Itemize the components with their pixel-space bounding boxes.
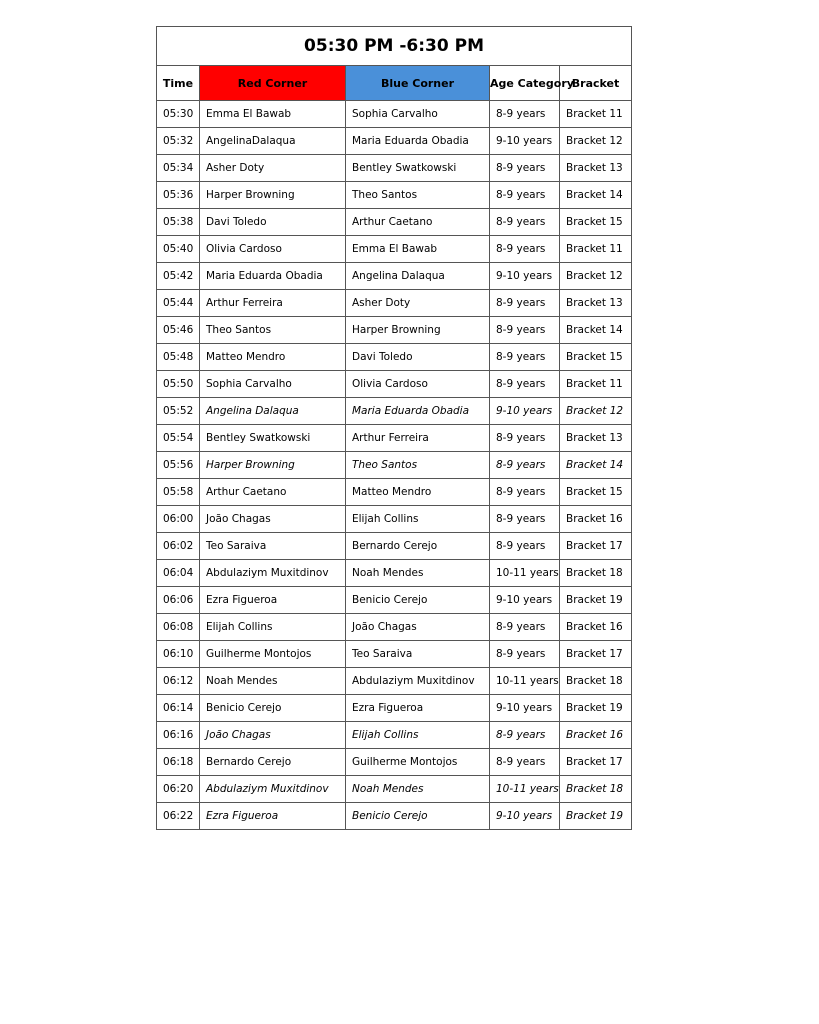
row-bracket: Bracket 18 [560, 668, 632, 695]
table-row [157, 101, 632, 128]
header-age-category: Age Category [490, 66, 560, 101]
row-blue-corner: Maria Eduarda Obadia [346, 398, 490, 425]
row-time: 05:46 [157, 317, 200, 344]
row-bracket: Bracket 11 [560, 371, 632, 398]
table-row [157, 560, 632, 587]
table-row [157, 317, 632, 344]
row-red-corner: Bernardo Cerejo [200, 749, 346, 776]
row-blue-corner: Bentley Swatkowski [346, 155, 490, 182]
table-row [157, 236, 632, 263]
row-time: 05:54 [157, 425, 200, 452]
row-bracket: Bracket 11 [560, 236, 632, 263]
header-blue-corner: Blue Corner [346, 66, 490, 101]
row-red-corner: João Chagas [200, 722, 346, 749]
row-blue-corner: Benicio Cerejo [346, 587, 490, 614]
row-blue-corner: Arthur Ferreira [346, 425, 490, 452]
row-time: 05:52 [157, 398, 200, 425]
row-age-category: 8-9 years [490, 506, 560, 533]
row-blue-corner: Benicio Cerejo [346, 803, 490, 830]
row-bracket: Bracket 19 [560, 695, 632, 722]
table-row [157, 398, 632, 425]
row-time: 06:00 [157, 506, 200, 533]
table-row [157, 803, 632, 830]
row-red-corner: Abdulaziym Muxitdinov [200, 776, 346, 803]
row-blue-corner: Abdulaziym Muxitdinov [346, 668, 490, 695]
table-row [157, 587, 632, 614]
row-blue-corner: Bernardo Cerejo [346, 533, 490, 560]
row-age-category: 8-9 years [490, 317, 560, 344]
row-red-corner: Elijah Collins [200, 614, 346, 641]
row-age-category: 10-11 years [490, 776, 560, 803]
row-red-corner: Harper Browning [200, 182, 346, 209]
row-blue-corner: Theo Santos [346, 182, 490, 209]
row-bracket: Bracket 13 [560, 425, 632, 452]
schedule-title: 05:30 PM -6:30 PM [157, 27, 632, 66]
row-time: 06:16 [157, 722, 200, 749]
row-age-category: 8-9 years [490, 614, 560, 641]
row-time: 05:32 [157, 128, 200, 155]
row-red-corner: Ezra Figueroa [200, 803, 346, 830]
table-row [157, 749, 632, 776]
schedule-rows [157, 101, 632, 830]
row-blue-corner: Olivia Cardoso [346, 371, 490, 398]
row-age-category: 8-9 years [490, 425, 560, 452]
row-age-category: 8-9 years [490, 101, 560, 128]
row-red-corner: Maria Eduarda Obadia [200, 263, 346, 290]
row-bracket: Bracket 12 [560, 263, 632, 290]
row-bracket: Bracket 16 [560, 722, 632, 749]
row-bracket: Bracket 15 [560, 479, 632, 506]
row-red-corner: Angelina Dalaqua [200, 398, 346, 425]
row-blue-corner: Teo Saraiva [346, 641, 490, 668]
row-time: 05:44 [157, 290, 200, 317]
row-age-category: 9-10 years [490, 398, 560, 425]
table-row [157, 425, 632, 452]
row-age-category: 10-11 years [490, 668, 560, 695]
row-red-corner: Harper Browning [200, 452, 346, 479]
row-blue-corner: Ezra Figueroa [346, 695, 490, 722]
table-row [157, 128, 632, 155]
row-age-category: 9-10 years [490, 695, 560, 722]
row-bracket: Bracket 15 [560, 209, 632, 236]
row-age-category: 8-9 years [490, 236, 560, 263]
row-time: 06:22 [157, 803, 200, 830]
row-red-corner: Emma El Bawab [200, 101, 346, 128]
row-red-corner: Benicio Cerejo [200, 695, 346, 722]
schedule-table [156, 26, 632, 830]
row-bracket: Bracket 12 [560, 398, 632, 425]
row-red-corner: Matteo Mendro [200, 344, 346, 371]
row-blue-corner: Noah Mendes [346, 560, 490, 587]
row-age-category: 8-9 years [490, 479, 560, 506]
row-blue-corner: João Chagas [346, 614, 490, 641]
row-bracket: Bracket 13 [560, 155, 632, 182]
table-row [157, 344, 632, 371]
row-age-category: 8-9 years [490, 749, 560, 776]
row-blue-corner: Davi Toledo [346, 344, 490, 371]
row-time: 05:58 [157, 479, 200, 506]
row-blue-corner: Theo Santos [346, 452, 490, 479]
row-red-corner: Ezra Figueroa [200, 587, 346, 614]
table-row [157, 533, 632, 560]
row-bracket: Bracket 17 [560, 533, 632, 560]
header-bracket: Bracket [560, 66, 632, 101]
row-blue-corner: Maria Eduarda Obadia [346, 128, 490, 155]
table-row [157, 776, 632, 803]
row-age-category: 8-9 years [490, 722, 560, 749]
row-red-corner: Abdulaziym Muxitdinov [200, 560, 346, 587]
row-blue-corner: Elijah Collins [346, 506, 490, 533]
row-age-category: 8-9 years [490, 182, 560, 209]
row-red-corner: Olivia Cardoso [200, 236, 346, 263]
row-blue-corner: Emma El Bawab [346, 236, 490, 263]
row-time: 05:50 [157, 371, 200, 398]
row-bracket: Bracket 15 [560, 344, 632, 371]
row-time: 06:08 [157, 614, 200, 641]
row-time: 06:12 [157, 668, 200, 695]
row-blue-corner: Arthur Caetano [346, 209, 490, 236]
row-bracket: Bracket 14 [560, 182, 632, 209]
row-time: 05:36 [157, 182, 200, 209]
row-age-category: 8-9 years [490, 344, 560, 371]
row-time: 06:10 [157, 641, 200, 668]
header-time: Time [157, 66, 200, 101]
row-red-corner: Teo Saraiva [200, 533, 346, 560]
row-blue-corner: Elijah Collins [346, 722, 490, 749]
row-red-corner: Davi Toledo [200, 209, 346, 236]
table-row [157, 452, 632, 479]
title-row [157, 27, 632, 66]
table-row [157, 641, 632, 668]
row-bracket: Bracket 11 [560, 101, 632, 128]
row-time: 05:56 [157, 452, 200, 479]
row-time: 05:42 [157, 263, 200, 290]
table-row [157, 290, 632, 317]
row-bracket: Bracket 16 [560, 506, 632, 533]
row-bracket: Bracket 18 [560, 776, 632, 803]
row-time: 06:20 [157, 776, 200, 803]
row-time: 06:18 [157, 749, 200, 776]
row-age-category: 8-9 years [490, 371, 560, 398]
row-time: 05:34 [157, 155, 200, 182]
table-row [157, 722, 632, 749]
row-blue-corner: Noah Mendes [346, 776, 490, 803]
table-row [157, 479, 632, 506]
row-bracket: Bracket 17 [560, 749, 632, 776]
table-row [157, 263, 632, 290]
row-blue-corner: Asher Doty [346, 290, 490, 317]
row-blue-corner: Guilherme Montojos [346, 749, 490, 776]
table-row [157, 695, 632, 722]
row-bracket: Bracket 19 [560, 803, 632, 830]
row-red-corner: Theo Santos [200, 317, 346, 344]
row-time: 06:02 [157, 533, 200, 560]
header-row [157, 66, 632, 101]
row-bracket: Bracket 18 [560, 560, 632, 587]
row-time: 05:30 [157, 101, 200, 128]
row-age-category: 8-9 years [490, 452, 560, 479]
row-time: 06:14 [157, 695, 200, 722]
row-time: 05:40 [157, 236, 200, 263]
row-red-corner: Asher Doty [200, 155, 346, 182]
row-bracket: Bracket 19 [560, 587, 632, 614]
row-age-category: 8-9 years [490, 641, 560, 668]
row-age-category: 8-9 years [490, 290, 560, 317]
row-bracket: Bracket 14 [560, 317, 632, 344]
row-bracket: Bracket 13 [560, 290, 632, 317]
table-row [157, 155, 632, 182]
row-age-category: 8-9 years [490, 155, 560, 182]
row-age-category: 9-10 years [490, 587, 560, 614]
row-red-corner: Bentley Swatkowski [200, 425, 346, 452]
row-age-category: 9-10 years [490, 803, 560, 830]
header-red-corner: Red Corner [200, 66, 346, 101]
row-bracket: Bracket 12 [560, 128, 632, 155]
row-blue-corner: Matteo Mendro [346, 479, 490, 506]
table-row [157, 209, 632, 236]
row-red-corner: AngelinaDalaqua [200, 128, 346, 155]
table-row [157, 506, 632, 533]
row-age-category: 9-10 years [490, 128, 560, 155]
row-age-category: 10-11 years [490, 560, 560, 587]
row-age-category: 8-9 years [490, 533, 560, 560]
row-time: 05:38 [157, 209, 200, 236]
row-red-corner: Noah Mendes [200, 668, 346, 695]
row-red-corner: Sophia Carvalho [200, 371, 346, 398]
table-row [157, 668, 632, 695]
row-red-corner: João Chagas [200, 506, 346, 533]
row-red-corner: Guilherme Montojos [200, 641, 346, 668]
row-age-category: 8-9 years [490, 209, 560, 236]
row-time: 06:06 [157, 587, 200, 614]
row-blue-corner: Harper Browning [346, 317, 490, 344]
row-red-corner: Arthur Caetano [200, 479, 346, 506]
table-row [157, 371, 632, 398]
row-bracket: Bracket 16 [560, 614, 632, 641]
table-row [157, 614, 632, 641]
row-age-category: 9-10 years [490, 263, 560, 290]
row-blue-corner: Sophia Carvalho [346, 101, 490, 128]
row-blue-corner: Angelina Dalaqua [346, 263, 490, 290]
row-bracket: Bracket 14 [560, 452, 632, 479]
row-time: 05:48 [157, 344, 200, 371]
row-red-corner: Arthur Ferreira [200, 290, 346, 317]
row-time: 06:04 [157, 560, 200, 587]
table-row [157, 182, 632, 209]
row-bracket: Bracket 17 [560, 641, 632, 668]
